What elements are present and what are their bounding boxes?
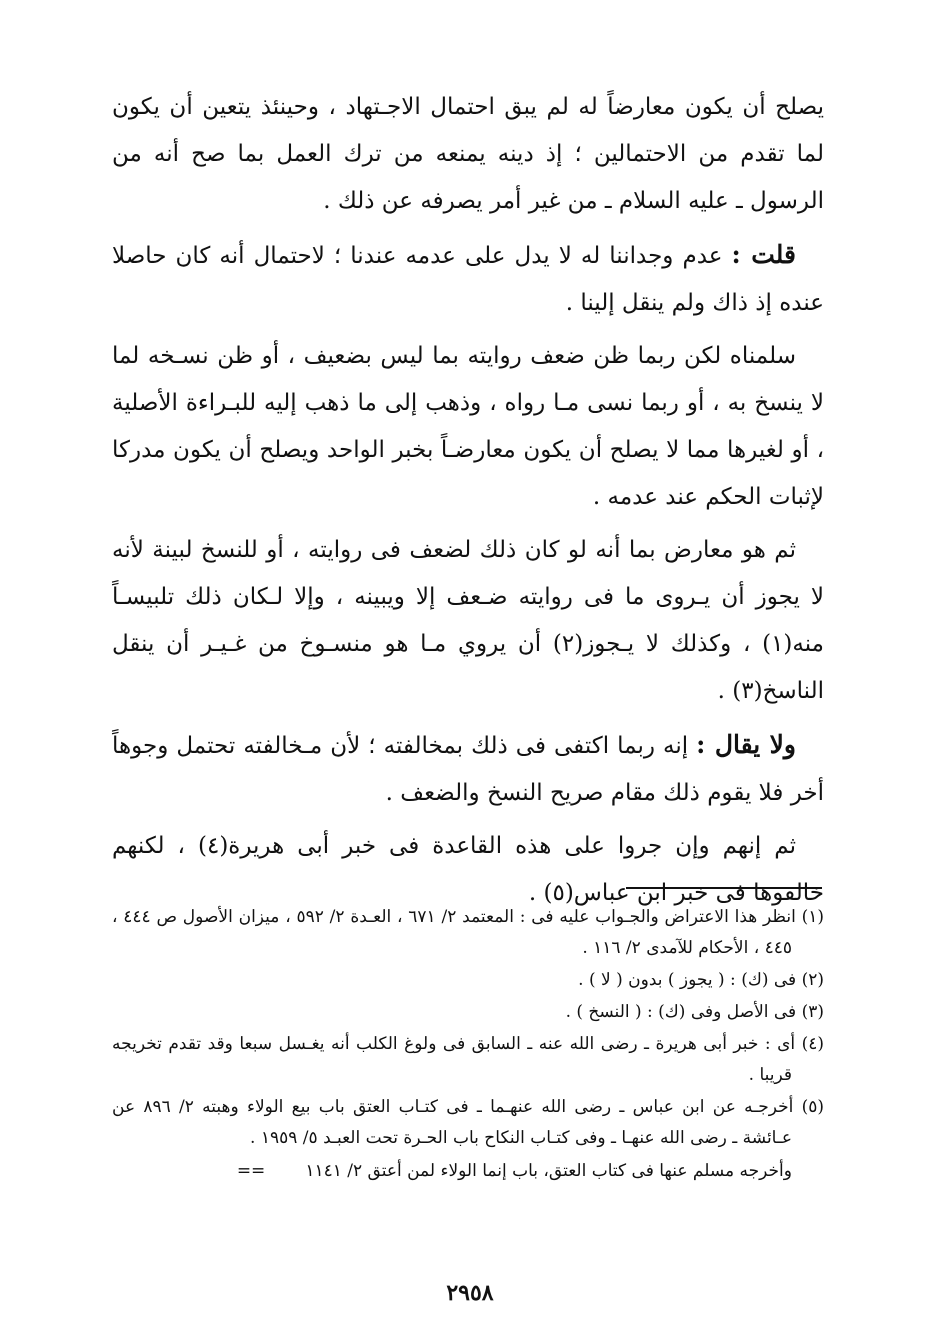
- footnotes: [112, 902, 824, 1187]
- paragraph-5-lead: ولا يقال :: [696, 730, 796, 759]
- continuation-mark: ==: [236, 1161, 266, 1181]
- footnote-2: (٢) فى (ك) : ( يجوز ) بدون ( لا ) .: [578, 970, 824, 990]
- footnote-1: (١) انظر هذا الاعتراض والجـواب عليه فى : المعتمد ٢/ ٦٧١ ، العـدة ٢/ ٥٩٢ ، ميزان الأصول ص ٤٤٤ ، ٤٤٥ ، الأحكام للآمدى ٢/ ١١٦ .: [112, 907, 824, 958]
- footnote-5: (٥) أخرجـه عن ابن عباس ـ رضى الله عنهـما ـ فى كتـاب العتق باب بيع الولاء وهبته ٢/ ٨٩٦ عن عـائشة ـ رضى الله عنهـا ـ وفى كتـاب النكاح باب الحـرة تحت العبـد ٥/ ١٩٥٩ .: [112, 1097, 824, 1148]
- footnote-5-continued: [112, 1156, 824, 1187]
- footnote-3: (٣) فى الأصل وفى (ك) : ( النسخ ) .: [565, 1002, 824, 1022]
- footnote-5-extra-text: وأخرجه مسلم عنها فى كتاب العتق، باب إنما الولاء لمن أعتق ٢/ ١١٤١: [305, 1161, 792, 1181]
- page-number: ٢٩٥٨: [446, 1280, 494, 1306]
- footnote-4: (٤) أى : خبر أبى هريرة ـ رضى الله عنه ـ السابق فى ولوغ الكلب أنه يغـسل سبعا وقد تقدم تخريجه قريبا .: [112, 1034, 824, 1085]
- paragraph-2: [112, 231, 824, 327]
- paragraph-5-text: إنه ربما اكتفى فى ذلك بمخالفته ؛ لأن مـخالفته تحتمل وجوهاً أخر فلا يقوم ذلك مقام صريح النسخ والضعف .: [112, 733, 824, 806]
- paragraph-6: ثم إنهم وإن جروا على هذه القاعدة فى خبر أبى هريرة(٤) ، لكنهم خالفوها فى خبر ابن عباس(٥) .: [112, 833, 824, 906]
- footnote-separator: [626, 887, 822, 889]
- paragraph-5: [112, 721, 824, 817]
- paragraph-4: ثم هو معارض بما أنه لو كان ذلك لضعف فى روايته ، أو للنسخ لبينة لأنه لا يجوز أن يـروى ما فى روايته ضـعف إلا ويبينه ، وإلا لـكان ذلك تلبيسـاً منه(١) ، وكذلك لا يـجوز(٢) أن يروي مـا هو منسـوخ من غـيـر أن ينقل الناسخ(٣) .: [112, 537, 824, 704]
- main-text: [112, 84, 824, 923]
- paragraph-2-lead: قلت :: [731, 240, 796, 269]
- paragraph-2-text: عدم وجداننا له لا يدل على عدمه عندنا ؛ لاحتمال أنه كان حاصلا عنده إذ ذاك ولم ينقل إلينا .: [112, 243, 824, 316]
- paragraph-3: سلمناه لكن ربما ظن ضعف روايته بما ليس بضعيف ، أو ظن نسـخه لما لا ينسخ به ، أو ربما نسى مـا رواه ، وذهب إلى ما ذهب إليه للبـراءة الأصلية ، أو لغيرها مما لا يصلح أن يكون معارضـاً بخبر الواحد ويصلح أن يكون مدركا لإثبات الحكم عند عدمه .: [112, 343, 824, 510]
- paragraph-1: يصلح أن يكون معارضاً له لم يبق احتمال الاجـتهاد ، وحينئذ يتعين أن يكون لما تقدم من الاحتمالين ؛ إذ دينه يمنعه من ترك العمل بما صح أنه من الرسول ـ عليه السلام ـ من غير أمر يصرفه عن ذلك .: [112, 94, 824, 214]
